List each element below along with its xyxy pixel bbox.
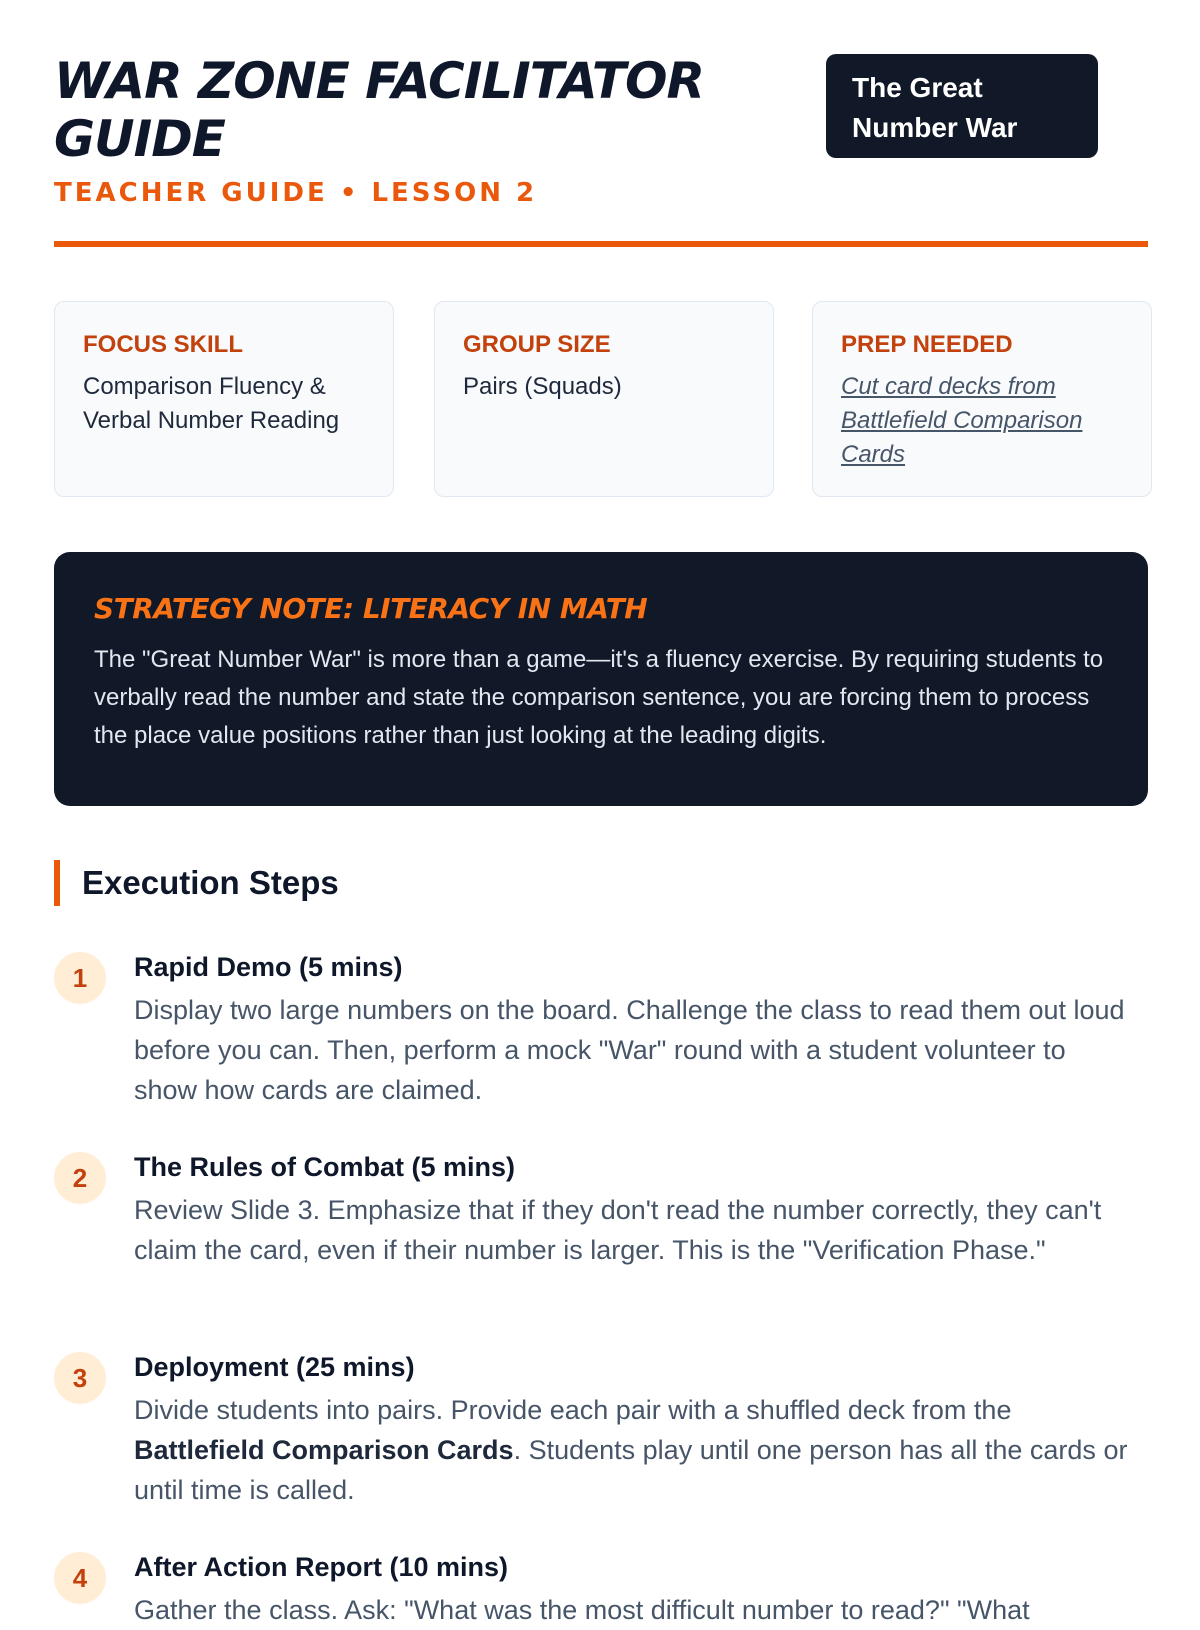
step-number-badge: 2 bbox=[54, 1152, 106, 1204]
info-card-prep-needed bbox=[812, 301, 1152, 497]
prep-materials-link[interactable]: Cut card decks from Battlefield Comparison Cards bbox=[841, 373, 1083, 468]
step-text: Gather the class. Ask: "What was the most difficult number to read?" "What bbox=[134, 1595, 1030, 1625]
step-title: The Rules of Combat (5 mins) bbox=[134, 1152, 516, 1182]
header-divider bbox=[54, 241, 1148, 247]
step-text: Display two large numbers on the board. Challenge the class to read them out loud before you can. Then, perform a mock "War" round with a student volunteer to show how cards are claimed. bbox=[134, 995, 1125, 1105]
step-body bbox=[134, 950, 1134, 1110]
lesson-badge: The Great Number War bbox=[826, 54, 1098, 158]
card-text: Comparison Fluency & Verbal Number Reading bbox=[83, 373, 340, 434]
card-label: GROUP SIZE bbox=[463, 331, 611, 358]
step-body bbox=[134, 1550, 1134, 1630]
strategy-note-title: STRATEGY NOTE: LITERACY IN MATH bbox=[94, 592, 648, 625]
step-title: After Action Report (10 mins) bbox=[134, 1552, 509, 1582]
info-card-group-size bbox=[434, 301, 774, 497]
step-number-badge: 3 bbox=[54, 1352, 106, 1404]
strategy-note-text: The "Great Number War" is more than a game—it's a fluency exercise. By requiring students to verbally read the number and state the comparison sentence, you are forcing them to process the place value positions rather than just looking at the leading digits. bbox=[94, 646, 1104, 749]
step-text: Review Slide 3. Emphasize that if they don't read the number correctly, they can't claim the card, even if their number is larger. This is the "Verification Phase." bbox=[134, 1195, 1102, 1265]
execution-steps-heading: Execution Steps bbox=[54, 860, 339, 906]
step-number-badge: 1 bbox=[54, 952, 106, 1004]
step-body bbox=[134, 1150, 1134, 1270]
card-text: Pairs (Squads) bbox=[463, 373, 622, 400]
step-number-badge: 4 bbox=[54, 1552, 106, 1604]
step-body bbox=[134, 1350, 1134, 1510]
strategy-note bbox=[54, 552, 1148, 806]
step-title: Deployment (25 mins) bbox=[134, 1352, 415, 1382]
step-text-part: Divide students into pairs. Provide each pair with a shuffled deck from the bbox=[134, 1395, 1012, 1425]
info-card-focus-skill bbox=[54, 301, 394, 497]
step-text bbox=[134, 1390, 1134, 1510]
page-title: WAR ZONE FACILITATOR GUIDE bbox=[54, 52, 705, 168]
page-subtitle: TEACHER GUIDE • LESSON 2 bbox=[54, 178, 538, 208]
card-label: FOCUS SKILL bbox=[83, 331, 243, 358]
step-title: Rapid Demo (5 mins) bbox=[134, 952, 403, 982]
card-label: PREP NEEDED bbox=[841, 331, 1013, 358]
card-deck-reference: Battlefield Comparison Cards bbox=[134, 1435, 514, 1465]
step-text-part: . Students play until one person has all the cards or until time is called. bbox=[134, 1435, 1128, 1505]
